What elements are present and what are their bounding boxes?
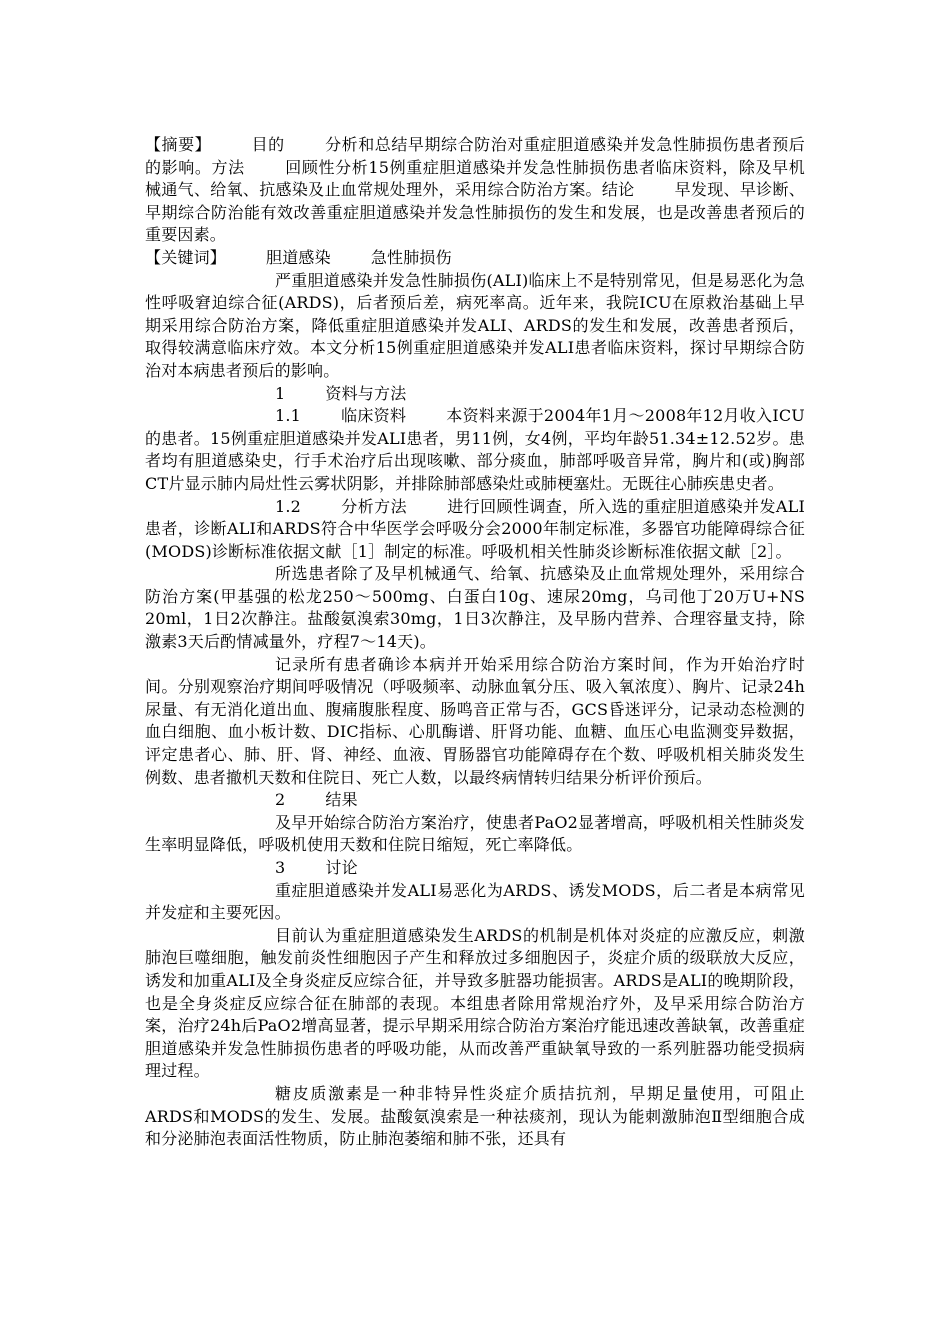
- objective-text: 分析和总结早期综合防治对重症胆道感染并发急性肺损伤患者预后的影响。: [145, 135, 805, 177]
- conclusion-label: 结论: [601, 180, 635, 200]
- discussion-paragraph-2: 目前认为重症胆道感染发生ARDS的机制是机体对炎症的应激反应，刺激肺泡巨噬细胞，触发前炎性细胞因子产生和释放过多细胞因子，炎症介质的级联放大反应，诱发和加重ALI及全身炎症反应综合征，并导致多脏器功能损害。ARDS是ALI的晚期阶段，也是全身炎症反应综合征在肺部的表现。本组患者除用常规治疗外，及早采用综合防治方案，治疗24h后PaO2增高显著，提示早期采用综合防治方案治疗能迅速改善缺氧，改善重症胆道感染并发急性肺损伤患者的呼吸功能，从而改善严重缺氧导致的一系列脏器功能受损病理过程。: [145, 925, 805, 1081]
- keywords-label: 【关键词】: [145, 247, 227, 267]
- section-3-heading: [145, 857, 805, 880]
- article-body: [145, 134, 805, 1151]
- subsection-1-2-title: 分析方法: [341, 496, 408, 516]
- record-paragraph: 记录所有患者确诊本病并开始采用综合防治方案时间，作为开始治疗时间。分别观察治疗期间呼吸情况（呼吸频率、动脉血氧分压、吸入氧浓度）、胸片、记录24h尿量、有无消化道出血、腹痛腹胀程度、肠鸣音正常与否，GCS昏迷评分，记录动态检测的血白细胞、血小板计数、DIC指标、心肌酶谱、肝肾功能、血糖、血压心电监测变异数据，评定患者心、肺、肝、肾、神经、血液、胃肠器官功能障碍存在个数、呼吸机相关肺炎发生例数、患者撤机天数和住院日、死亡人数，以最终病情转归结果分析评价预后。: [145, 654, 805, 787]
- method-label: 方法: [211, 157, 245, 177]
- results-paragraph: 及早开始综合防治方案治疗，使患者PaO2显著增高，呼吸机相关性肺炎发生率明显降低，呼吸机使用天数和住院日缩短，死亡率降低。: [145, 812, 805, 855]
- subsection-1-2: [145, 496, 805, 564]
- section-2-heading: [145, 789, 805, 812]
- keyword-2: 急性肺损伤: [370, 247, 452, 267]
- abstract-label: 【摘要】: [145, 135, 212, 154]
- subsection-1-1-title: 临床资料: [341, 406, 407, 426]
- section-1-number: 1: [275, 383, 286, 403]
- section-3-title: 讨论: [325, 858, 358, 877]
- section-2-number: 2: [275, 790, 286, 810]
- subsection-1-1-number: 1.1: [275, 406, 302, 426]
- conclusion-text: 早发现、早诊断、早期综合防治能有效改善重症胆道感染并发急性肺损伤的发生和发展，也是改善患者预后的重要因素。: [145, 180, 805, 245]
- abstract-paragraph: [145, 134, 805, 247]
- intro-paragraph: 严重胆道感染并发急性肺损伤(ALI)临床上不是特别常见，但是易恶化为急性呼吸窘迫综合征(ARDS)，后者预后差，病死率高。近年来，我院ICU在原救治基础上早期采用综合防治方案，降低重症胆道感染并发ALI、ARDS的发生和发展，改善患者预后，取得较满意临床疗效。本文分析15例重症胆道感染并发ALI患者临床资料，探讨早期综合防治对本病患者预后的影响。: [145, 270, 805, 380]
- section-1-title: 资料与方法: [325, 383, 407, 403]
- subsection-1-2-number: 1.2: [275, 496, 302, 516]
- subsection-1-1: [145, 405, 805, 495]
- discussion-paragraph-1: 重症胆道感染并发ALI易恶化为ARDS、诱发MODS，后二者是本病常见并发症和主要死因。: [145, 880, 805, 923]
- keyword-1: 胆道感染: [266, 247, 331, 267]
- section-1-heading: [145, 383, 805, 406]
- method-text: 回顾性分析15例重症胆道感染并发急性肺损伤患者临床资料，除及早机械通气、给氧、抗感染及止血常规处理外，采用综合防治方案。: [145, 157, 806, 200]
- section-2-title: 结果: [325, 790, 358, 810]
- subsection-1-2-text: 进行回顾性调查，所入选的重症胆道感染并发ALI患者，诊断ALI和ARDS符合中华医学会呼吸分会2000年制定标准，多器官功能障碍综合征(MODS)诊断标准依据文献［1］制定的标准。呼吸机相关性肺炎诊断标准依据文献［2］。: [145, 496, 805, 561]
- section-3-number: 3: [275, 858, 286, 877]
- treatment-paragraph: 所选患者除了及早机械通气、给氧、抗感染及止血常规处理外，采用综合防治方案(甲基强的松龙250～500mg、白蛋白10g、速尿20mg，乌司他丁20万U+NS 20ml，1日2次静注。盐酸氨溴索30mg，1日3次静注，及早肠内营养、合理容量支持，除激素3天后酌情减量外，疗程7～14天)。: [145, 564, 805, 652]
- subsection-1-1-text: 本资料来源于2004年1月～2008年12月收入ICU的患者。15例重症胆道感染并发ALI患者，男11例，女4例，平均年龄51.34±12.52岁。患者均有胆道感染史，行手术治疗后出现咳嗽、部分痰血，肺部呼吸音异常，胸片和(或)胸部CT片显示肺内局灶性云雾状阴影，并排除肺部感染灶或肺梗塞灶。无既往心肺疾患史者。: [145, 406, 805, 493]
- objective-label: 目的: [251, 135, 285, 154]
- keywords-paragraph: [145, 247, 805, 270]
- discussion-paragraph-3: 糖皮质激素是一种非特异性炎症介质拮抗剂，早期足量使用，可阻止ARDS和MODS的发生、发展。盐酸氨溴索是一种祛痰剂，现认为能刺激肺泡Ⅱ型细胞合成和分泌肺泡表面活性物质，防止肺泡萎缩和肺不张，还具有: [145, 1083, 805, 1149]
